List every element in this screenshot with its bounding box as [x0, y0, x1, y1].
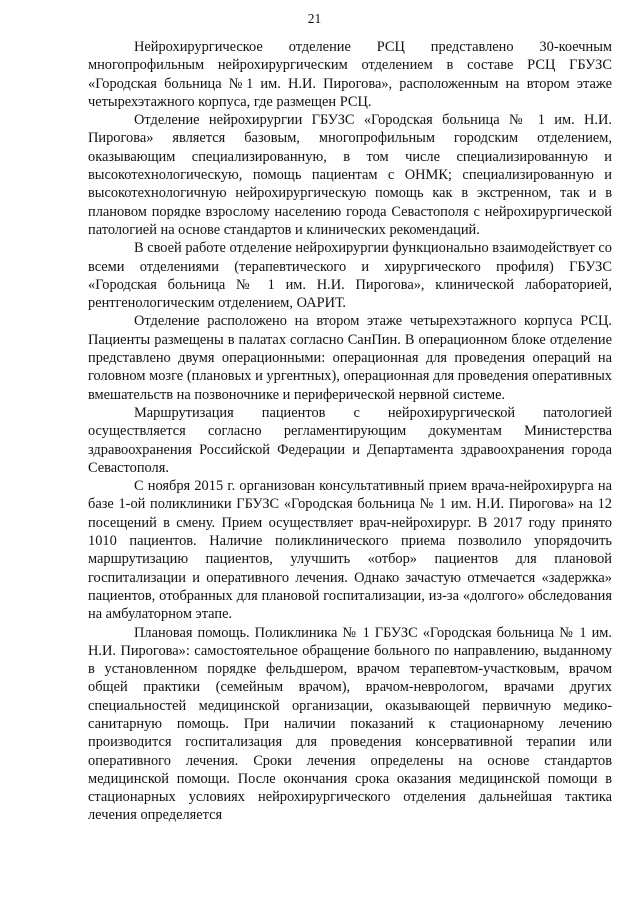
- paragraph: Плановая помощь. Поликлиника № 1 ГБУЗС «Городская больница № 1 им. Н.И. Пирогова»: самостоятельное обращение больного по направлению, выданному в установленном порядке фельдшером, врачом терапевтом-участковым, врачом общей практики (семейным врачом), врачом-неврологом, врачами других специальностей медицинской организации, оказывающей первичную медико-санитарную помощь. При наличии показаний к стационарному лечению производится госпитализация для проведения консервативной терапии или оперативного лечения. Сроки лечения определены на основе стандартов медицинской помощи. После окончания срока оказания медицинской помощи в стационарных условиях нейрохирургического отделения дальнейшая тактика лечения определяется: [88, 624, 612, 824]
- paragraph: С ноября 2015 г. организован консультативный прием врача-нейрохирурга на базе 1-ой поликлиники ГБУЗС «Городская больница № 1 им. Н.И. Пирогова» на 12 посещений в смену. Прием осуществляет врач-нейрохирург. В 2017 году принято 1010 пациентов. Наличие поликлинического приема позволило упорядочить маршрутизацию пациентов, улучшить «отбор» пациентов для плановой госпитализации и оперативного лечения. Однако зачастую отмечается «задержка» пациентов, отобранных для плановой госпитализации, из-за «долгого» обследования на амбулаторном этапе.: [88, 478, 612, 623]
- paragraph: В своей работе отделение нейрохирургии функционально взаимодействует со всеми отделениями (терапевтического и хирургического профиля) ГБУЗС «Городская больница № 1 им. Н.И. Пирогова», клинической лабораторией, рентгенологическим отделением, ОАРИТ.: [88, 240, 612, 312]
- paragraph: Маршрутизация пациентов с нейрохирургической патологией осуществляется согласно регламентирующим документам Министерства здравоохранения Российской Федерации и Департамента здравоохранения города Севастополя.: [88, 404, 612, 476]
- paragraph: Отделение нейрохирургии ГБУЗС «Городская больница № 1 им. Н.И. Пирогова» является базовым, многопрофильным городским отделением, оказывающим специализированную, в том числе специализированную и высокотехнологическую, помощь пациентам с ОНМК; специализированную и высокотехнологичную нейрохирургическую помощь как в экстренном, так и в плановом порядке взрослому населению города Севастополя с нейрохирургической патологией на основе стандартов и клинических рекомендаций.: [88, 112, 612, 238]
- paragraph: Нейрохирургическое отделение РСЦ представлено 30-коечным многопрофильным нейрохирургическим отделением в составе РСЦ ГБУЗС «Городская больница №1 им. Н.И. Пирогова», расположенным на втором этаже четырехэтажного корпуса, где размещен РСЦ.: [88, 39, 612, 110]
- page-number: 21: [307, 11, 322, 26]
- document-body: [88, 38, 612, 825]
- paragraph: Отделение расположено на втором этаже четырехэтажного корпуса РСЦ. Пациенты размещены в палатах согласно СанПин. В операционном блоке отделение представлено двумя операционными: операционная для проведения операций на головном мозге (плановых и ургентных), операционная для проведения оперативных вмешательств на позвоночнике и периферической нервной системе.: [88, 313, 612, 403]
